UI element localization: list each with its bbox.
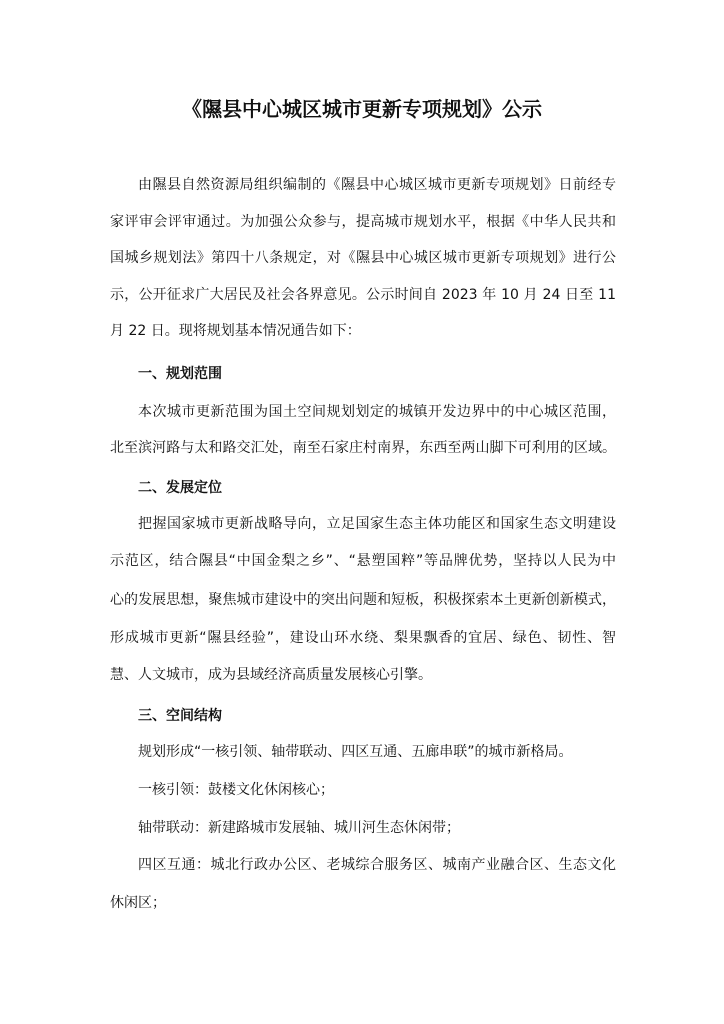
section-heading-structure: 三、空间结构 [138,708,222,724]
section2-line-1: 把握国家城市更新战略导向，立足国家生态主体功能区和国家生态文明建设 [138,516,616,532]
section2-line-4: 形成城市更新“隰县经验”，建设山环水绕、梨果飘香的宜居、绿色、韧性、智 [110,630,616,646]
section3-line-3: 轴带联动：新建路城市发展轴、城川河生态休闲带； [138,820,460,836]
intro-line-1: 由隰县自然资源局组织编制的《隰县中心城区城市更新专项规划》日前经专 [138,177,616,193]
section3-line-2: 一核引领：鼓楼文化休闲核心； [138,782,334,798]
intro-line-5: 月 22 日。现将规划基本情况通告如下： [110,323,361,339]
intro-line-4: 示，公开征求广大居民及社会各界意见。公示时间自 2023 年 10 月 24 日至 11 [110,287,616,303]
intro-line-2: 家评审会评审通过。为加强公众参与，提高城市规划水平，根据《中华人民共和 [110,214,616,230]
section2-line-2: 示范区，结合隰县“中国金梨之乡”、“悬塑国粹”等品牌优势，坚持以人民为中 [110,553,616,569]
section3-line-4: 四区互通：城北行政办公区、老城综合服务区、城南产业融合区、生态文化 [138,857,616,873]
section1-line-1: 本次城市更新范围为国土空间规划划定的城镇开发边界中的中心城区范围， [138,404,616,420]
section2-line-5: 慧、人文城市，成为县域经济高质量发展核心引擎。 [110,667,432,683]
intro-line-3: 国城乡规划法》第四十八条规定，对《隰县中心城区城市更新专项规划》进行公 [110,250,616,266]
section1-line-2: 北至滨河路与太和路交汇处，南至石家庄村南界，东西至两山脚下可利用的区域。 [110,440,616,456]
document-title: 《隰县中心城区城市更新专项规划》公示 [182,97,542,121]
section3-line-5: 休闲区； [110,895,166,911]
section2-line-3: 心的发展思想，聚焦城市建设中的突出问题和短板，积极探索本土更新创新模式， [110,592,616,608]
section-heading-positioning: 二、发展定位 [138,480,222,496]
section-heading-scope: 一、规划范围 [138,366,222,382]
section3-line-1: 规划形成“一核引领、轴带联动、四区互通、五廊串联”的城市新格局。 [138,744,573,760]
